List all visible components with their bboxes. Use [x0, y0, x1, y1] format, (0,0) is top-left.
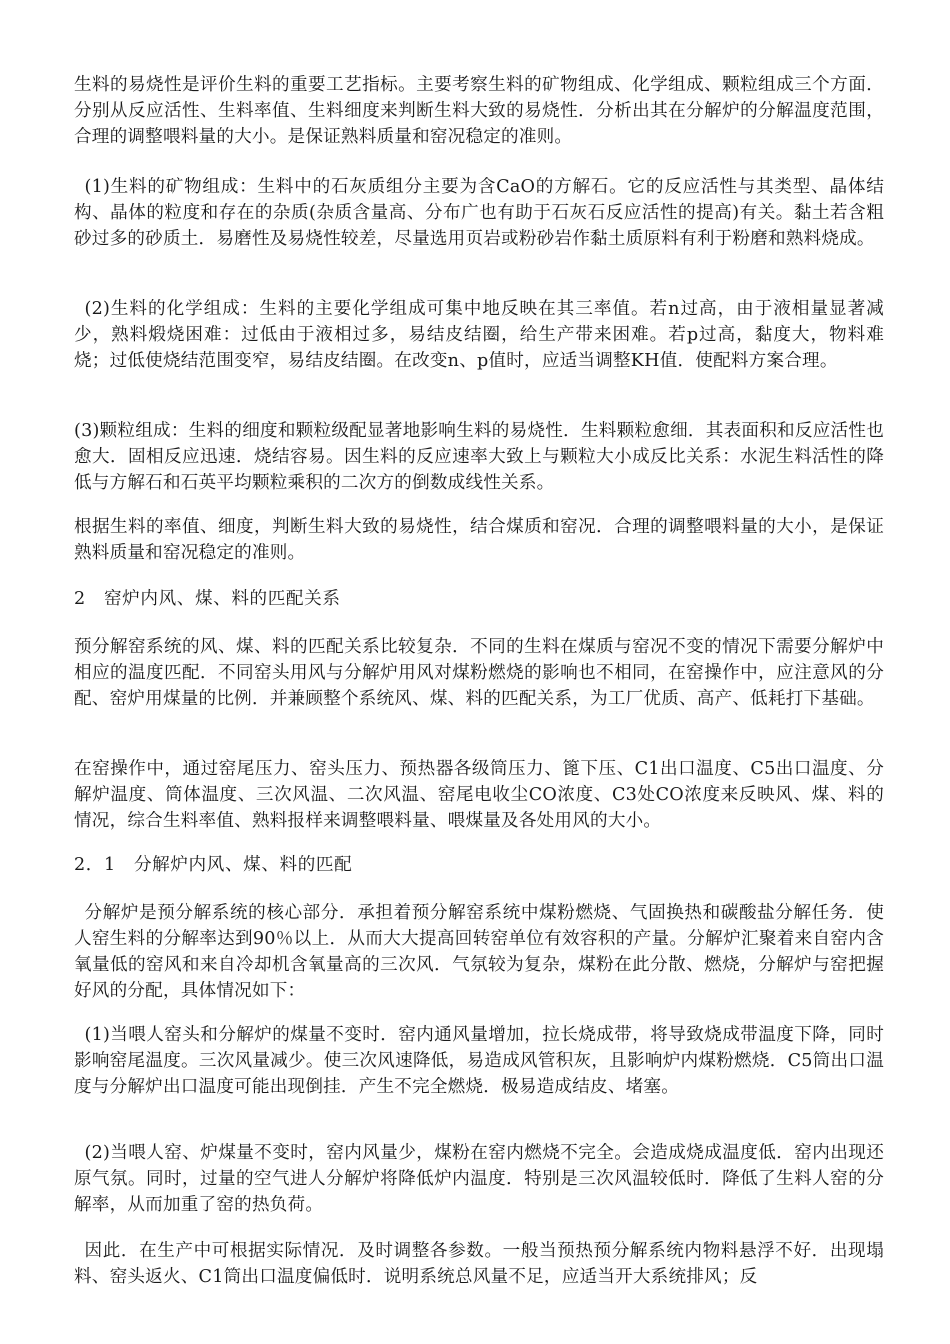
- paragraph-case-1: (1)当喂人窑头和分解炉的煤量不变时．窑内通风量增加，拉长烧成带，将导致烧成带温度下降，同时影响窑尾温度。三次风量减少。使三次风速降低，易造成风管积灰，且影响炉内煤粉燃烧．C5筒出口温度与分解炉出口温度可能出现倒挂．产生不完全燃烧．极易造成结皮、堵塞。: [74, 1025, 884, 1097]
- paragraph-summary: 根据生料的率值、细度，判断生料大致的易烧性，结合煤质和窑况．合理的调整喂料量的大小，是保证熟料质量和窑况稳定的准则。: [74, 517, 884, 563]
- paragraph-mineral-composition: (1)生料的矿物组成：生料中的石灰质组分主要为含CaO的方解石。它的反应活性与其类型、晶体结构、晶体的粒度和存在的杂质(杂质含量高、分布广也有助于石灰石反应活性的提高)有关。黏土若含粗砂过多的砂质土．易磨性及易烧性较差，尽量选用页岩或粉砂岩作黏土质原料有利于粉磨和熟料烧成。: [74, 177, 884, 249]
- paragraph-matching-relation: 预分解窑系统的风、煤、料的匹配关系比较复杂．不同的生料在煤质与窑况不变的情况下需要分解炉中相应的温度匹配．不同窑头用风与分解炉用风对煤粉燃烧的影响也不相同，在窑操作中，应注意风的分配、窑炉用煤量的比例．并兼顾整个系统风、煤、料的匹配关系，为工厂优质、高产、低耗打下基础。: [74, 637, 884, 709]
- paragraph-kiln-operation: 在窑操作中，通过窑尾压力、窑头压力、预热器各级筒压力、篦下压、C1出口温度、C5出口温度、分解炉温度、筒体温度、三次风温、二次风温、窑尾电收尘CO浓度、C3处CO浓度来反映风、煤、料的情况，综合生料率值、熟料报样来调整喂料量、喂煤量及各处用风的大小。: [74, 759, 884, 831]
- paragraph-chemical-composition: (2)生料的化学组成：生料的主要化学组成可集中地反映在其三率值。若n过高，由于液相量显著减少，熟料煅烧困难：过低由于液相过多，易结皮结圈，给生产带来困难。若p过高，黏度大，物料难烧；过低使烧结范围变窄，易结皮结圈。在改变n、p值时，应适当调整KH值．使配料方案合理。: [74, 299, 884, 371]
- section-heading-2: 2 窑炉内风、煤、料的匹配关系: [74, 589, 341, 609]
- paragraph-case-2: (2)当喂人窑、炉煤量不变时，窑内风量少，煤粉在窑内燃烧不完全。会造成烧成温度低．窑内出现还原气氛。同时，过量的空气进人分解炉将降低炉内温度．特别是三次风温较低时．降低了生料人窑的分解率，从而加重了窑的热负荷。: [74, 1143, 884, 1215]
- paragraph-calciner: 分解炉是预分解系统的核心部分．承担着预分解窑系统中煤粉燃烧、气固换热和碳酸盐分解任务．使人窑生料的分解率达到90％以上．从而大大提高回转窑单位有效容积的产量。分解炉汇聚着来自窑内含氧量低的窑风和来自冷却机含氧量高的三次风．气氛较为复杂，煤粉在此分散、燃烧，分解炉与窑把握好风的分配，具体情况如下：: [74, 903, 884, 1001]
- paragraph-intro: 生料的易烧性是评价生料的重要工艺指标。主要考察生料的矿物组成、化学组成、颗粒组成三个方面．分别从反应活性、生料率值、生料细度来判断生料大致的易烧性．分析出其在分解炉的分解温度范围，合理的调整喂料量的大小。是保证熟料质量和窑况稳定的准则。: [74, 75, 884, 147]
- paragraph-conclusion: 因此．在生产中可根据实际情况．及时调整各参数。一般当预热预分解系统内物料悬浮不好．出现塌料、窑头返火、C1筒出口温度偏低时．说明系统总风量不足，应适当开大系统排风；反: [74, 1241, 884, 1287]
- section-heading-2-1: 2．1 分解炉内风、煤、料的匹配: [74, 855, 353, 875]
- paragraph-particle-composition: (3)颗粒组成：生料的细度和颗粒级配显著地影响生料的易烧性．生料颗粒愈细．其表面积和反应活性也愈大．固相反应迅速．烧结容易。因生料的反应速率大致上与颗粒大小成反比关系：水泥生料活性的降低与方解石和石英平均颗粒乘积的二次方的倒数成线性关系。: [74, 421, 884, 493]
